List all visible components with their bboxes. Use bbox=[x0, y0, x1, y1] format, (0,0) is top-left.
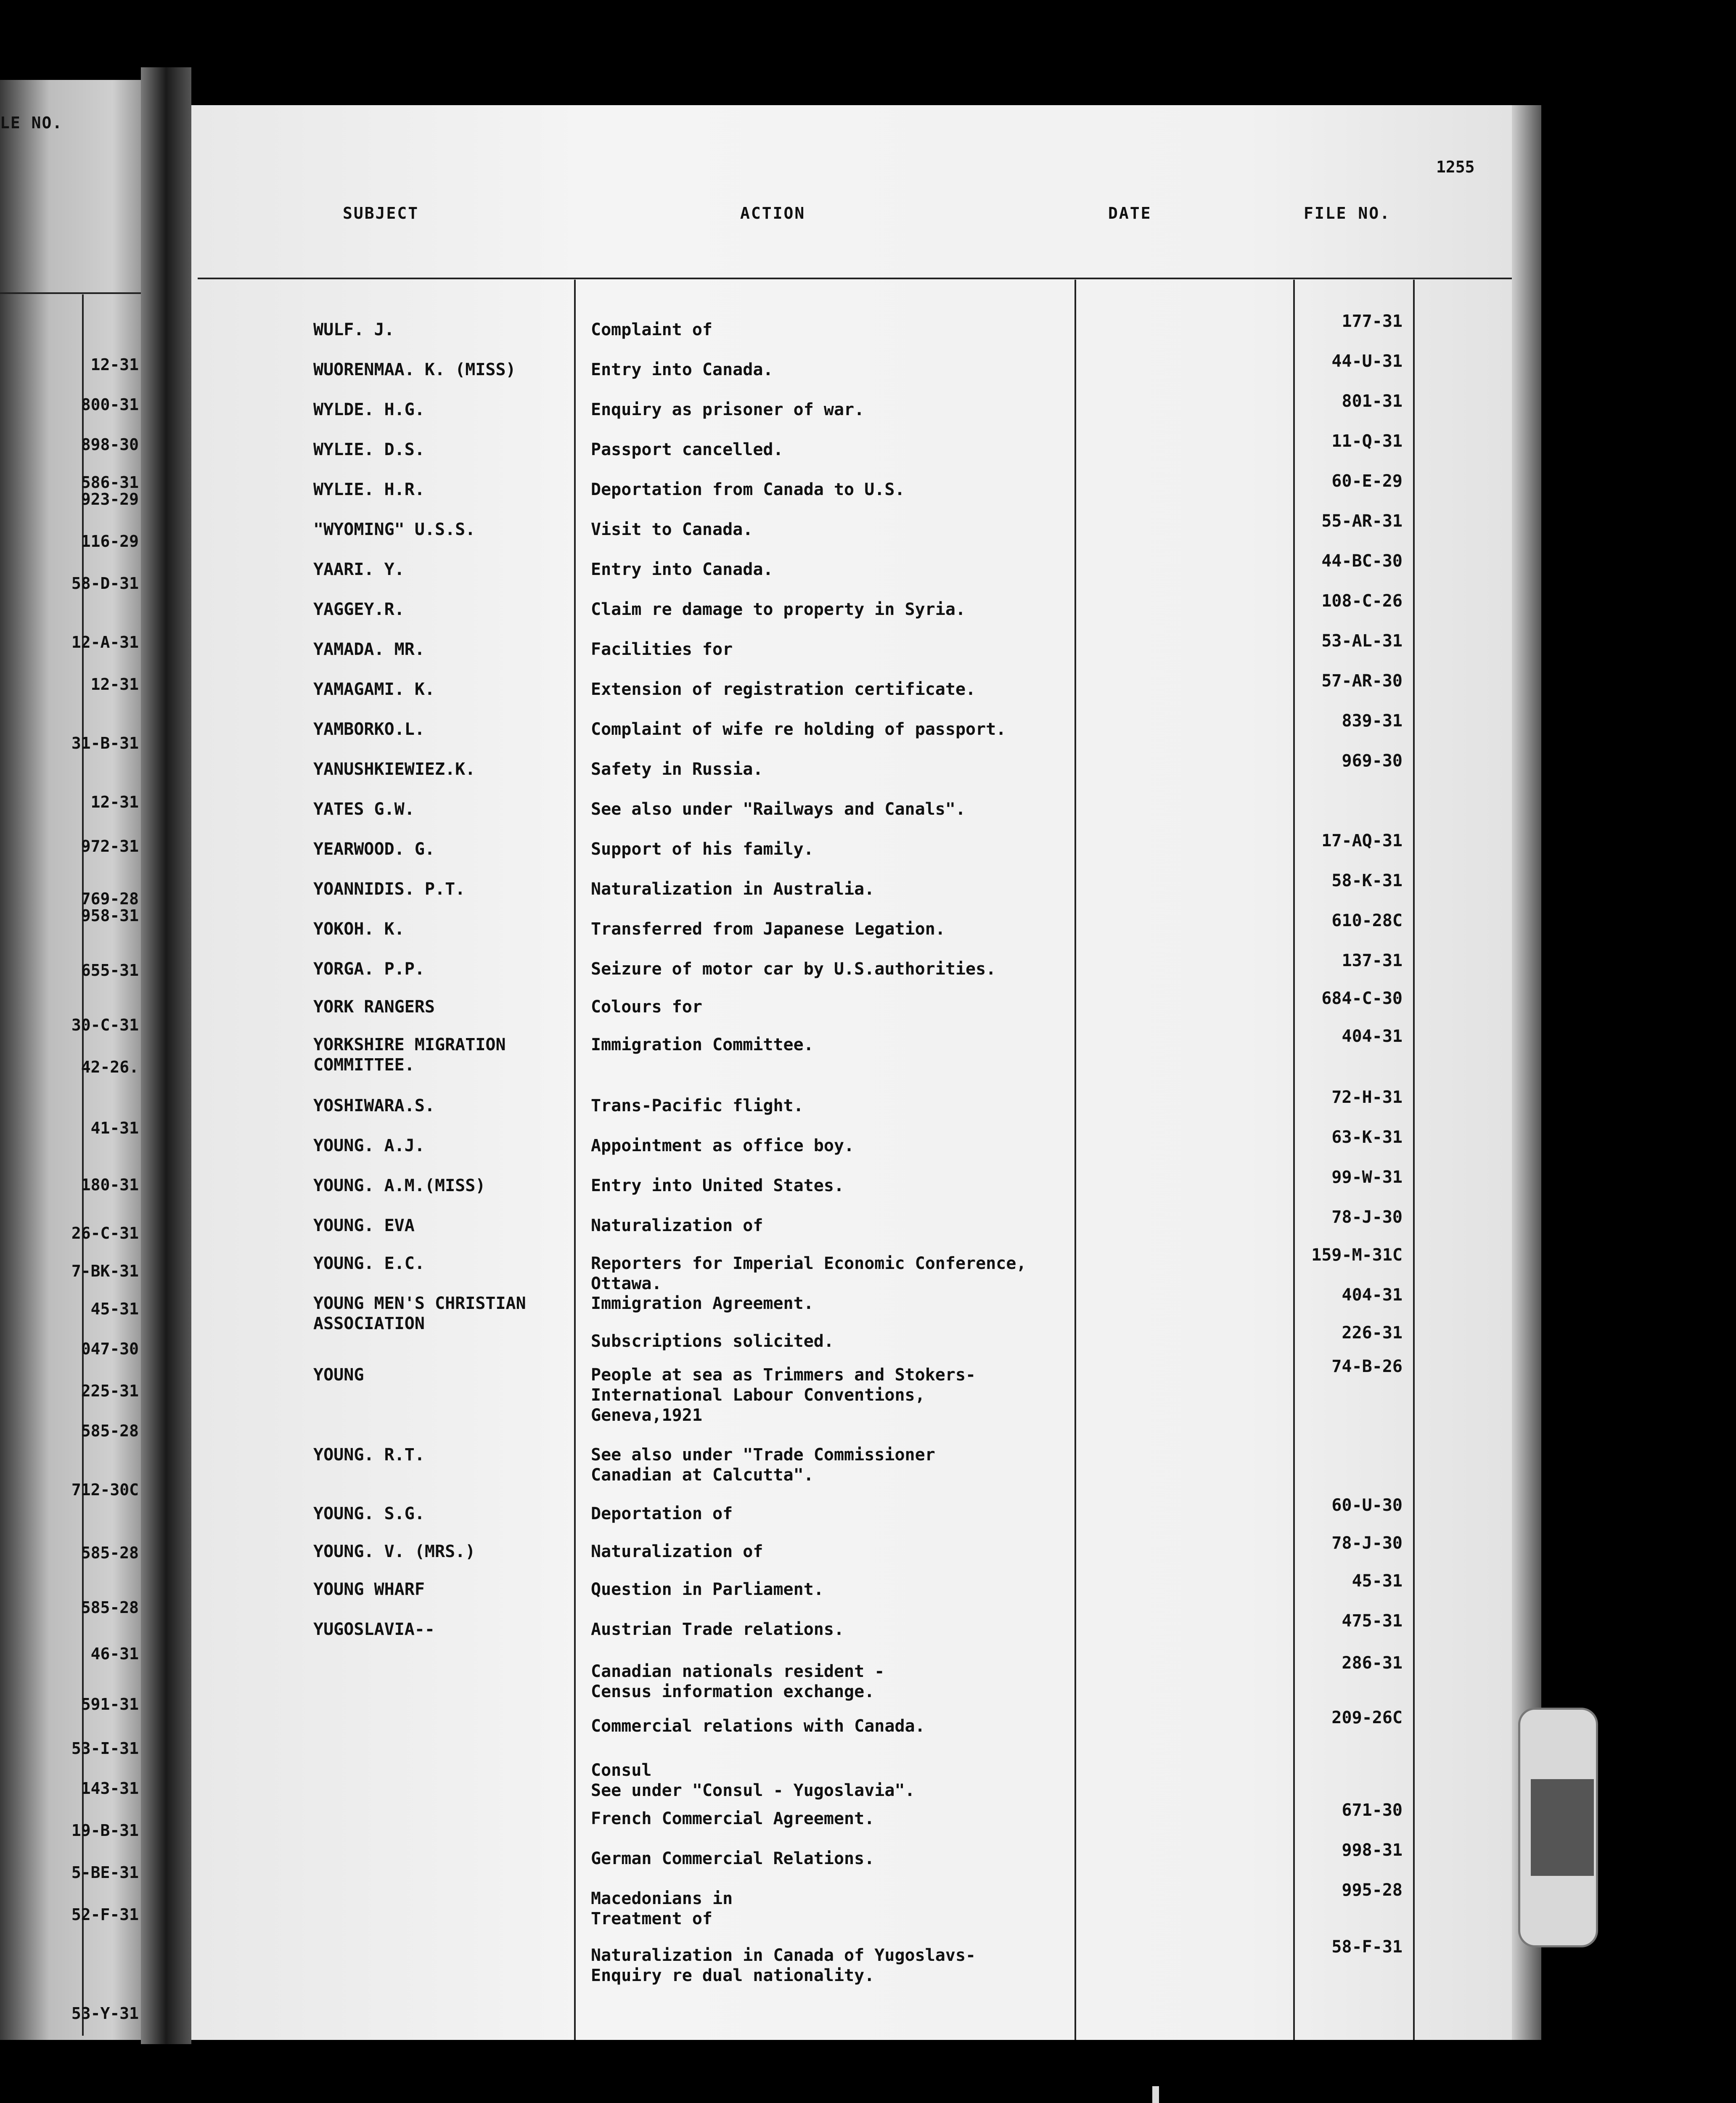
entry-file-number: 63-K-31 bbox=[1331, 1128, 1403, 1147]
entry-subject: YEARWOOD. G. bbox=[313, 840, 435, 859]
left-file-number: 58-D-31 bbox=[71, 574, 139, 593]
entry-action: Entry into Canada. bbox=[591, 560, 773, 579]
entry-file-number: 60-E-29 bbox=[1331, 471, 1403, 491]
left-file-number: 800-31 bbox=[81, 395, 139, 414]
column-rule-subject bbox=[574, 280, 576, 2040]
entry-action: Canadian at Calcutta". bbox=[591, 1465, 814, 1485]
left-file-number: 42-26. bbox=[81, 1058, 139, 1076]
entry-action: Facilities for bbox=[591, 640, 733, 659]
entry-action: See under "Consul - Yugoslavia". bbox=[591, 1781, 915, 1800]
entry-action: Safety in Russia. bbox=[591, 760, 763, 779]
entry-action: Immigration Committee. bbox=[591, 1035, 814, 1054]
entry-subject: YOUNG WHARF bbox=[313, 1580, 425, 1599]
left-file-number: 19-B-31 bbox=[71, 1821, 139, 1840]
entry-action: Naturalization of bbox=[591, 1216, 763, 1235]
entry-subject: YAMADA. MR. bbox=[313, 640, 425, 659]
entry-subject: YOUNG. S.G. bbox=[313, 1504, 425, 1523]
entry-subject: ASSOCIATION bbox=[313, 1314, 425, 1333]
entry-file-number: 55-AR-31 bbox=[1321, 511, 1403, 531]
entry-file-number: 44-U-31 bbox=[1331, 352, 1403, 371]
left-file-number: 52-F-31 bbox=[71, 1905, 139, 1924]
entry-action: Commercial relations with Canada. bbox=[591, 1716, 925, 1736]
column-rule-date bbox=[1293, 280, 1295, 2040]
film-mark bbox=[1152, 2086, 1159, 2103]
left-file-number: 225-31 bbox=[81, 1382, 139, 1400]
left-page-header: LE NO. bbox=[0, 114, 63, 132]
entry-subject: "WYOMING" U.S.S. bbox=[313, 520, 476, 539]
entry-file-number: 74-B-26 bbox=[1331, 1357, 1403, 1376]
entry-action: French Commercial Agreement. bbox=[591, 1809, 875, 1828]
entry-action: Enquiry re dual nationality. bbox=[591, 1966, 875, 1985]
entry-subject: YOUNG. A.J. bbox=[313, 1136, 425, 1155]
entry-action: Naturalization in Canada of Yugoslavs- bbox=[591, 1946, 976, 1965]
entry-action: See also under "Trade Commissioner bbox=[591, 1445, 935, 1465]
entry-action: Trans-Pacific flight. bbox=[591, 1096, 804, 1115]
left-file-number: 116-29 bbox=[81, 532, 139, 551]
entry-subject: YATES G.W. bbox=[313, 800, 415, 819]
entry-subject: YOUNG. A.M.(MISS) bbox=[313, 1176, 486, 1195]
entry-file-number: 684-C-30 bbox=[1321, 989, 1403, 1008]
left-file-number: 923-29 bbox=[81, 490, 139, 509]
entry-action: Entry into United States. bbox=[591, 1176, 844, 1195]
left-file-number: 45-31 bbox=[90, 1300, 139, 1318]
left-file-number: 12-31 bbox=[90, 355, 139, 374]
entry-subject: YOUNG. EVA bbox=[313, 1216, 415, 1235]
entry-action: Entry into Canada. bbox=[591, 360, 773, 379]
header-action: ACTION bbox=[740, 204, 806, 222]
left-file-number: 585-28 bbox=[81, 1422, 139, 1440]
entry-action: People at sea as Trimmers and Stokers- bbox=[591, 1365, 976, 1385]
entry-action: Colours for bbox=[591, 997, 702, 1017]
left-file-number: 12-A-31 bbox=[71, 633, 139, 652]
binding-clip-tab bbox=[1531, 1779, 1594, 1876]
left-file-number: 655-31 bbox=[81, 961, 139, 980]
entry-action: Austrian Trade relations. bbox=[591, 1620, 844, 1639]
left-rule bbox=[0, 292, 141, 294]
column-rule-file bbox=[1413, 280, 1415, 2040]
entry-subject: COMMITTEE. bbox=[313, 1055, 415, 1075]
entry-file-number: 286-31 bbox=[1342, 1653, 1403, 1673]
entry-subject: YAARI. Y. bbox=[313, 560, 405, 579]
left-file-number: 712-30C bbox=[71, 1481, 139, 1499]
entry-action: Enquiry as prisoner of war. bbox=[591, 400, 865, 419]
entry-subject: YOUNG bbox=[313, 1365, 364, 1385]
left-file-number: 5-BE-31 bbox=[71, 1863, 139, 1882]
entry-file-number: 177-31 bbox=[1342, 312, 1403, 331]
entry-action: International Labour Conventions, bbox=[591, 1385, 925, 1405]
entry-file-number: 839-31 bbox=[1342, 711, 1403, 731]
entry-file-number: 671-30 bbox=[1342, 1801, 1403, 1820]
entry-action: Appointment as office boy. bbox=[591, 1136, 855, 1155]
left-file-number: 958-31 bbox=[81, 906, 139, 925]
entry-action: Consul bbox=[591, 1761, 652, 1780]
header-date: DATE bbox=[1108, 204, 1152, 222]
entry-action: Visit to Canada. bbox=[591, 520, 753, 539]
entry-action: Census information exchange. bbox=[591, 1682, 875, 1701]
entry-file-number: 226-31 bbox=[1342, 1323, 1403, 1343]
entry-action: Immigration Agreement. bbox=[591, 1294, 814, 1313]
left-file-number: 047-30 bbox=[81, 1340, 139, 1358]
left-file-number: 591-31 bbox=[81, 1695, 139, 1714]
entry-file-number: 998-31 bbox=[1342, 1841, 1403, 1860]
entry-action: Ottawa. bbox=[591, 1274, 662, 1293]
entry-subject: YOUNG MEN'S CHRISTIAN bbox=[313, 1294, 526, 1313]
entry-subject: WUORENMAA. K. (MISS) bbox=[313, 360, 516, 379]
entry-file-number: 137-31 bbox=[1342, 951, 1403, 970]
left-file-number: 180-31 bbox=[81, 1176, 139, 1194]
entry-subject: YORKSHIRE MIGRATION bbox=[313, 1035, 506, 1054]
column-rule-action bbox=[1074, 280, 1076, 2040]
entry-subject: YOUNG. E.C. bbox=[313, 1254, 425, 1273]
left-file-number: 12-31 bbox=[90, 675, 139, 694]
left-file-number: 12-31 bbox=[90, 793, 139, 811]
entry-file-number: 475-31 bbox=[1342, 1611, 1403, 1631]
entry-action: Subscriptions solicited. bbox=[591, 1332, 834, 1351]
left-file-number: 53-Y-31 bbox=[71, 2004, 139, 2023]
left-file-number: 898-30 bbox=[81, 435, 139, 454]
entry-action: Macedonians in bbox=[591, 1889, 733, 1908]
entry-file-number: 45-31 bbox=[1352, 1571, 1403, 1591]
entry-file-number: 159-M-31C bbox=[1311, 1245, 1403, 1265]
left-file-number: 46-31 bbox=[90, 1645, 139, 1663]
left-file-number: 972-31 bbox=[81, 837, 139, 856]
entry-action: Naturalization in Australia. bbox=[591, 879, 875, 899]
entry-action: Transferred from Japanese Legation. bbox=[591, 919, 945, 939]
entry-subject: WULF. J. bbox=[313, 320, 394, 339]
left-file-number: 585-28 bbox=[81, 1544, 139, 1562]
entry-file-number: 209-26C bbox=[1331, 1708, 1403, 1727]
entry-subject: YOUNG. V. (MRS.) bbox=[313, 1542, 476, 1561]
book-gutter bbox=[141, 67, 191, 2044]
entry-action: Extension of registration certificate. bbox=[591, 680, 976, 699]
entry-subject: YOSHIWARA.S. bbox=[313, 1096, 435, 1115]
entry-action: Complaint of bbox=[591, 320, 712, 339]
entry-file-number: 72-H-31 bbox=[1331, 1088, 1403, 1107]
entry-subject: YOANNIDIS. P.T. bbox=[313, 879, 466, 899]
entry-subject: YORGA. P.P. bbox=[313, 959, 425, 979]
entry-action: Deportation of bbox=[591, 1504, 733, 1523]
entry-file-number: 610-28C bbox=[1331, 911, 1403, 930]
entry-action: Passport cancelled. bbox=[591, 440, 783, 459]
header-subject: SUBJECT bbox=[343, 204, 419, 222]
entry-subject: YAMBORKO.L. bbox=[313, 720, 425, 739]
left-file-number: 31-B-31 bbox=[71, 734, 139, 752]
entry-action: Geneva,1921 bbox=[591, 1406, 702, 1425]
entry-file-number: 60-U-30 bbox=[1331, 1496, 1403, 1515]
entry-file-number: 58-F-31 bbox=[1331, 1937, 1403, 1957]
left-file-number: 30-C-31 bbox=[71, 1016, 139, 1034]
entry-file-number: 404-31 bbox=[1342, 1285, 1403, 1305]
entry-subject: WYLIE. D.S. bbox=[313, 440, 425, 459]
header-rule bbox=[198, 278, 1512, 279]
entry-file-number: 44-BC-30 bbox=[1321, 551, 1403, 571]
entry-file-number: 78-J-30 bbox=[1331, 1208, 1403, 1227]
entry-subject: YORK RANGERS bbox=[313, 997, 435, 1017]
entry-subject: YUGOSLAVIA-- bbox=[313, 1620, 435, 1639]
entry-file-number: 53-AL-31 bbox=[1321, 631, 1403, 651]
entry-action: Support of his family. bbox=[591, 840, 814, 859]
entry-action: Treatment of bbox=[591, 1909, 712, 1928]
entry-file-number: 995-28 bbox=[1342, 1881, 1403, 1900]
entry-file-number: 801-31 bbox=[1342, 392, 1403, 411]
entry-subject: YOKOH. K. bbox=[313, 919, 405, 939]
page-number: 1255 bbox=[1436, 158, 1475, 176]
left-file-number: 143-31 bbox=[81, 1779, 139, 1798]
entry-subject: YAMAGAMI. K. bbox=[313, 680, 435, 699]
entry-action: Reporters for Imperial Economic Conference, bbox=[591, 1254, 1027, 1273]
entry-file-number: 17-AQ-31 bbox=[1321, 831, 1403, 850]
entry-subject: WYLDE. H.G. bbox=[313, 400, 425, 419]
left-column-rule bbox=[82, 294, 84, 2036]
entry-file-number: 57-AR-30 bbox=[1321, 671, 1403, 691]
left-file-number: 7-BK-31 bbox=[71, 1262, 139, 1280]
entry-file-number: 404-31 bbox=[1342, 1027, 1403, 1046]
entry-action: Deportation from Canada to U.S. bbox=[591, 480, 905, 499]
entry-action: Canadian nationals resident - bbox=[591, 1662, 885, 1681]
entry-file-number: 108-C-26 bbox=[1321, 591, 1403, 611]
entry-subject: YOUNG. R.T. bbox=[313, 1445, 425, 1465]
left-file-number: 53-I-31 bbox=[71, 1739, 139, 1758]
left-file-number: 26-C-31 bbox=[71, 1224, 139, 1242]
entry-action: Complaint of wife re holding of passport. bbox=[591, 720, 1006, 739]
entry-subject: YANUSHKIEWIEZ.K. bbox=[313, 760, 476, 779]
entry-file-number: 78-J-30 bbox=[1331, 1534, 1403, 1553]
entry-subject: WYLIE. H.R. bbox=[313, 480, 425, 499]
entry-subject: YAGGEY.R. bbox=[313, 600, 405, 619]
entry-action: Question in Parliament. bbox=[591, 1580, 824, 1599]
left-file-number: 586-31 bbox=[81, 473, 139, 492]
header-file-no: FILE NO. bbox=[1304, 204, 1391, 222]
left-file-number: 41-31 bbox=[90, 1119, 139, 1137]
entry-file-number: 99-W-31 bbox=[1331, 1168, 1403, 1187]
left-file-number: 585-28 bbox=[81, 1598, 139, 1617]
entry-file-number: 11-Q-31 bbox=[1331, 432, 1403, 451]
entry-action: Claim re damage to property in Syria. bbox=[591, 600, 966, 619]
entry-action: Seizure of motor car by U.S.authorities. bbox=[591, 959, 996, 979]
entry-action: Naturalization of bbox=[591, 1542, 763, 1561]
entry-file-number: 58-K-31 bbox=[1331, 871, 1403, 890]
left-file-number: 769-28 bbox=[81, 890, 139, 908]
entry-action: See also under "Railways and Canals". bbox=[591, 800, 966, 819]
entry-file-number: 969-30 bbox=[1342, 751, 1403, 771]
entry-action: German Commercial Relations. bbox=[591, 1849, 875, 1868]
